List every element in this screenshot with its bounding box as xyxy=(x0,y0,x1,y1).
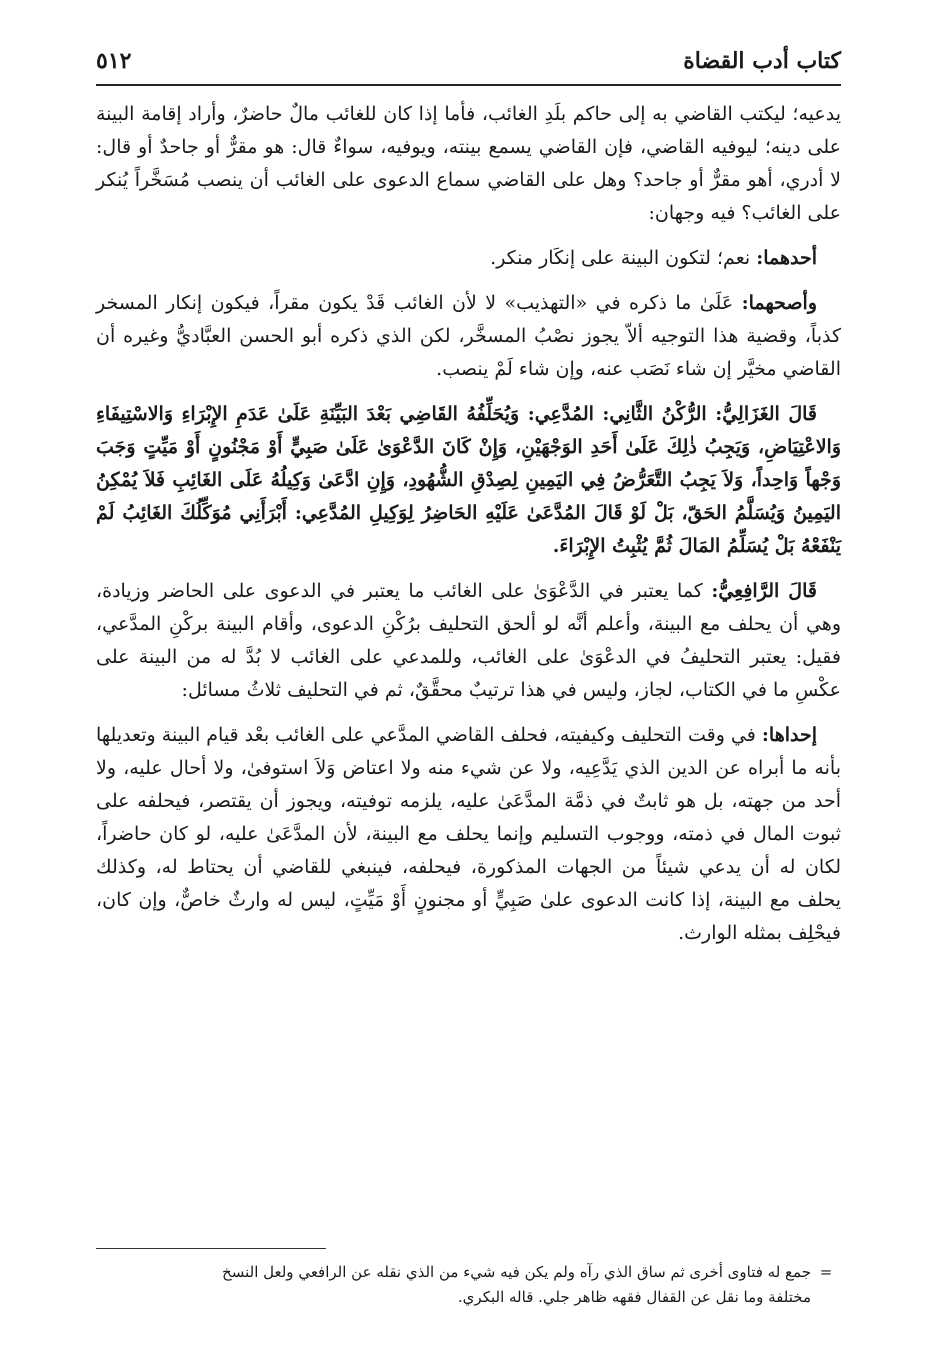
page-body xyxy=(96,98,841,962)
running-title: كتاب أدب القضاة xyxy=(683,48,841,74)
paragraph-text: يدعيه؛ ليكتب القاضي به إلى حاكم بلَدِ الغائب، فأما إذا كان للغائب مالٌ حاضرٌ، وأراد إقامة البينة على دينه؛ ليوفيه القاضي، فإن القاضي يسمع بينته، ويوفيه، سواءٌ قال: هو مقرٌّ أو جاحدٌ أو قال: لا أدري، أهو مقرٌّ أو جاحد؟ وهل على القاضي سماع الدعوى على الغائب أن ينصب مُسَخَّراً يُنكر على الغائب؟ فيه وجهان: xyxy=(96,103,841,224)
book-page xyxy=(96,40,841,1320)
page-number: ٥١٢ xyxy=(96,48,132,74)
paragraph-lead: وأصحهما: xyxy=(741,292,817,314)
paragraph-ghazali-matn xyxy=(96,398,841,563)
paragraph-text: عَلَىٰ ما ذكره في «التهذيب» لا لأن الغائب قَدْ يكون مقراً، فيكون إنكار المسخر كذباً، وقضية هذا التوجيه ألاّ يجوز نصْبُ المسخَّر، لكن الذي ذكره أبو الحسن العبَّاديُّ وغيره أن القاضي مخيَّر إن شاء نَصَب عنه، وإن شاء لَمْ ينصب. xyxy=(96,292,841,380)
paragraph-lead: قَالَ الرَّافِعِيُّ: xyxy=(711,580,817,602)
footnote-line xyxy=(96,1260,841,1285)
footnote-marker: = xyxy=(819,1263,833,1281)
paragraph-text: الرُّكْنُ الثَّانِي: المُدَّعِي: وَيُحَلِّفُهُ القَاضِي بَعْدَ البَيِّنَةِ عَلَىٰ عَدَمِ الإِبْرَاءِ وَالاسْتِيفَاءِ وَالاعْتِيَاضِ، وَيَجِبُ ذٰلِكَ عَلَىٰ أَحَدِ الوَجْهَيْنِ، وَإِنْ كَانَ الدَّعْوَىٰ عَلَىٰ صَبِيٍّ أَوْ مَجْنُونٍ أَوْ مَيِّتٍ وَجَبَ وَجْهاً وَاحِداً، وَلاَ يَجِبُ التَّعَرُّضُ فِي اليَمِينِ لِصِدْقِ الشُّهُودِ، وَإِنِ ادَّعَىٰ وَكِيلُهُ عَلَى الغَائِبِ فَلاَ يُمْكِنُ اليَمِينُ وَيُسَلَّمُ الحَقّ، بَلْ لَوْ قَالَ المُدَّعَىٰ عَلَيْهِ الحَاضِرُ لِوَكِيلِ المُدَّعِي: أَبْرَأَنِي مُوَكِّلُكَ الغَائِبُ لَمْ يَنْفَعْهُ بَلْ يُسَلِّمُ المَالَ ثُمَّ يُثْبِتُ الإِبْرَاءَ. xyxy=(96,403,841,557)
footnote-separator xyxy=(96,1248,326,1249)
paragraph-text: كما يعتبر في الدَّعْوَىٰ على الغائب ما يعتبر في الدعوى على الحاضر وزيادة، وهي أن يحلف مع البينة، وأعلم أنَّه لو ألحق التحليف برُكْنِ الدعوى، وأقام البينة بركْنِ المدَّعي، فقيل: يعتبر التحليفُ في الدعْوَىٰ على الغائب، وللمدعي على الغائب لا بُدَّ له من البينة على عكْسِ ما في الكتاب، لجاز، وليس في هذا ترتيبٌ محقَّقٌ، ثم في التحليف ثلاثُ مسائل: xyxy=(96,580,841,701)
paragraph-lead: قَالَ الغَزَالِيُّ: xyxy=(715,403,817,425)
paragraph-first-view xyxy=(96,242,841,275)
paragraph-continuation xyxy=(96,98,841,230)
footnote xyxy=(96,1260,841,1310)
paragraph-rafii-commentary xyxy=(96,575,841,707)
header-rule xyxy=(96,84,841,86)
page-header xyxy=(96,40,841,86)
paragraph-lead: أحدهما: xyxy=(756,247,817,269)
footnote-line xyxy=(96,1285,841,1310)
paragraph-text: نعم؛ لتكون البينة على إنكَار منكر. xyxy=(490,247,757,269)
paragraph-first-issue xyxy=(96,719,841,950)
paragraph-text: في وقت التحليف وكيفيته، فحلف القاضي المدَّعي على الغائب بعْد قيام البينة وتعديلها بأنه ما أبراه عن الدين الذي يَدَّعِيه، ولا عن شيء منه ولا اعتاض وَلاَ استوفىٰ، ولا أحال عليه، ولا أحد من جهته، بل هو ثابتٌ في ذمَّة المدَّعَىٰ عليه، يلزمه توفيته، ويجوز أن يقتصر، فيحلفه على ثبوت المال في ذمته، ووجوب التسليم وإنما يحلف مع البينة، لأن المدَّعَىٰ عليه، لو كان حاضراً، لكان له أن يدعي شيئاً من الجهات المذكورة، فيحلفه، فينبغي للقاضي أن يحتاط له، وكذلك يحلف مع البينة، إذا كانت الدعوى علىٰ صَبِيٍّ أو مجنونٍ أَوْ مَيِّتٍ، ليس له وارثٌ خاصٌّ، وإن كان، فيحْلِف بمثله الوارث. xyxy=(96,724,841,944)
footnote-text: مختلفة وما نقل عن القفال فقهه ظاهر جلي. قاله البكري. xyxy=(457,1288,811,1306)
paragraph-correct-view xyxy=(96,287,841,386)
paragraph-lead: إحداها: xyxy=(761,724,817,746)
footnote-text: جمع له فتاوى أخرى ثم ساق الذي رآه ولم يكن فيه شيء من الذي نقله عن الرافعي ولعل النسخ xyxy=(222,1263,811,1281)
